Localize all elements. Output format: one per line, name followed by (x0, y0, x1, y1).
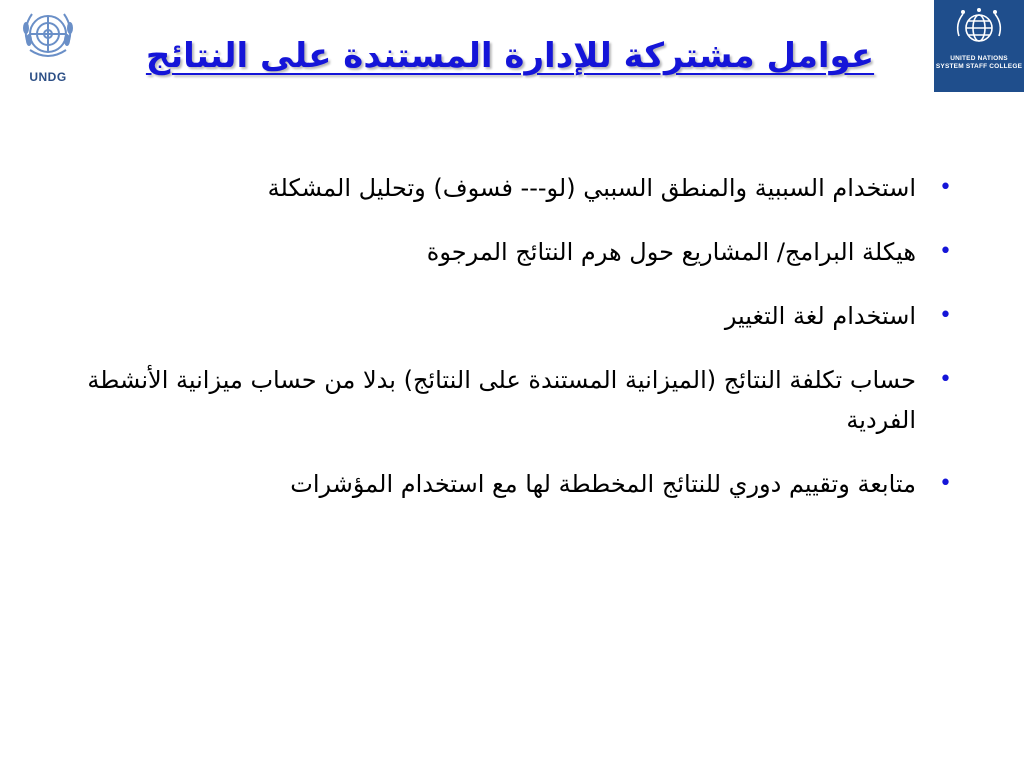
page-title: عوامل مشتركة للإدارة المستندة على النتائج (145, 36, 875, 76)
bullet-text: هيكلة البرامج/ المشاريع حول هرم النتائج المرجوة (426, 238, 916, 266)
un-emblem-icon (16, 4, 80, 68)
bullet-item (80, 168, 960, 208)
bullet-marker: • (939, 175, 952, 200)
bullet-text: حساب تكلفة النتائج (الميزانية المستندة على النتائج) بدلا من حساب ميزانية الأنشطة الفردية (87, 366, 916, 434)
bullet-text: متابعة وتقييم دوري للنتائج المخططة لها مع استخدام المؤشرات (290, 470, 916, 498)
bullet-text: استخدام السببية والمنطق السببي (لو--- فسوف) وتحليل المشكلة (267, 174, 916, 202)
bullet-text: استخدام لغة التغيير (724, 302, 916, 330)
bullet-item (80, 464, 960, 504)
bullet-item (80, 360, 960, 440)
bullet-marker: • (939, 367, 952, 392)
undg-logo (8, 4, 88, 92)
bullet-list (80, 168, 960, 528)
staff-college-label-line2: SYSTEM STAFF COLLEGE (935, 63, 1023, 70)
bullet-item (80, 232, 960, 272)
undg-label: UNDG (29, 70, 67, 84)
staff-college-globe-icon (953, 6, 1005, 52)
staff-college-label-line1: UNITED NATIONS (950, 55, 1008, 62)
staff-college-logo (934, 0, 1024, 92)
bullet-marker: • (939, 239, 952, 264)
bullet-marker: • (939, 303, 952, 328)
bullet-marker: • (939, 471, 952, 496)
bullet-item (80, 296, 960, 336)
